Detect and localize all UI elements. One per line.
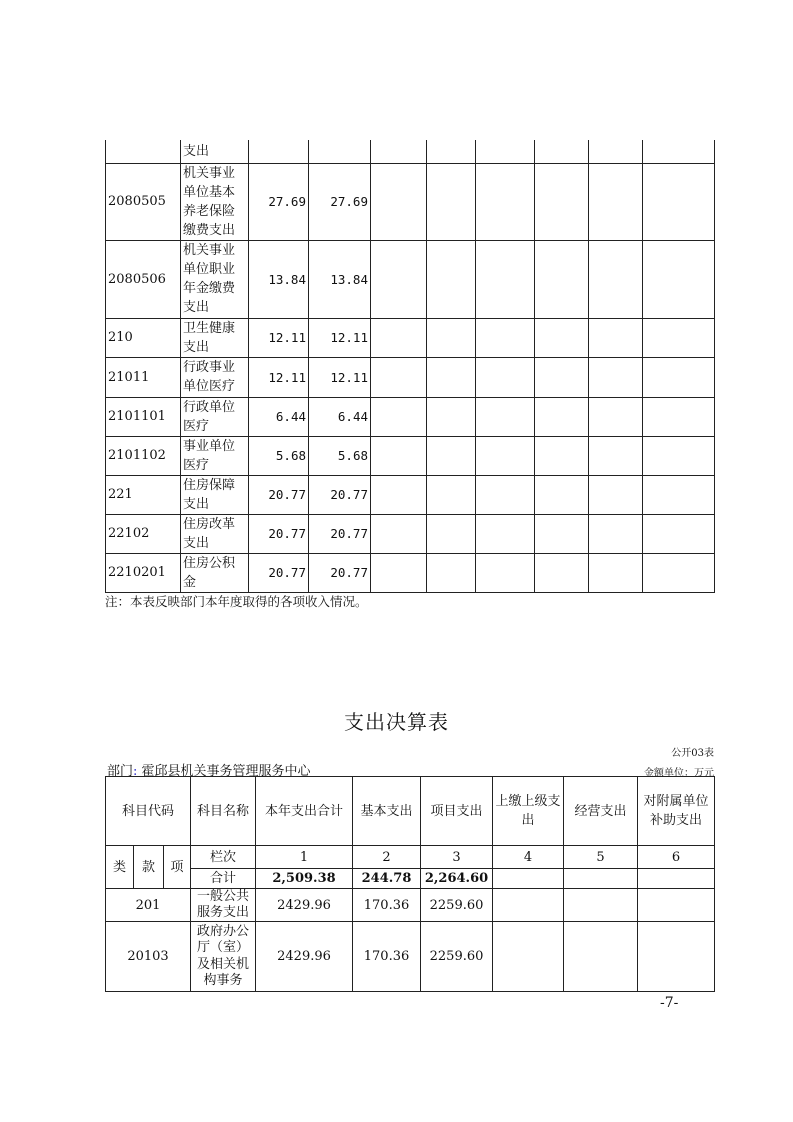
empty-cell: [371, 240, 427, 318]
empty-cell: [643, 240, 715, 318]
empty-cell: [427, 397, 476, 436]
row-code: 210: [106, 318, 181, 357]
empty-cell: [643, 397, 715, 436]
idx-6: 6: [638, 846, 715, 869]
row-total: 20.77: [249, 553, 309, 592]
row-name: 政府办公厅（室）及相关机构事务: [191, 922, 256, 992]
dept-name: 霍邱县机关事务管理服务中心: [141, 764, 311, 779]
dept-label: 部门: [107, 764, 134, 779]
page-title: 支出决算表: [344, 710, 449, 734]
table-row: [106, 163, 715, 240]
header-row: [106, 777, 715, 846]
row-name: 行政事业单位医疗: [181, 357, 249, 397]
header-c3: 项目支出: [421, 777, 493, 846]
idx-5: 5: [564, 846, 638, 869]
header-c5: 经营支出: [564, 777, 638, 846]
row-total: 6.44: [249, 397, 309, 436]
amount-unit: 金额单位：万元: [644, 768, 714, 779]
empty-cell: [535, 397, 589, 436]
empty-cell: [476, 318, 535, 357]
row-name: 住房改革支出: [181, 514, 249, 553]
row-code: 20103: [106, 922, 191, 992]
empty-cell: [427, 514, 476, 553]
empty-cell: [371, 397, 427, 436]
empty-cell: [476, 514, 535, 553]
header-c6: 对附属单位补助支出: [638, 777, 715, 846]
empty-cell: [371, 553, 427, 592]
empty-cell: [476, 475, 535, 514]
row-basic: 20.77: [309, 514, 371, 553]
row-code: 2101102: [106, 436, 181, 475]
income-table-continued: [105, 140, 715, 593]
column-index-row: [106, 846, 715, 869]
empty-cell: [589, 436, 643, 475]
empty-cell: [427, 163, 476, 240]
table-row: [106, 514, 715, 553]
empty-cell: [427, 240, 476, 318]
page-number: -7-: [660, 995, 679, 1011]
table-row: [106, 553, 715, 592]
empty-cell: [371, 318, 427, 357]
dept-colon: :: [133, 764, 138, 779]
row-code: 221: [106, 475, 181, 514]
kuan: 款: [134, 846, 164, 889]
empty-cell: [476, 240, 535, 318]
row-c2: 170.36: [353, 889, 421, 922]
empty-cell: [643, 163, 715, 240]
row-total: 27.69: [249, 163, 309, 240]
empty-cell: [427, 475, 476, 514]
lanci: 栏次: [191, 846, 256, 869]
row-code: 201: [106, 889, 191, 922]
total-c1: 2,509.38: [256, 869, 353, 889]
header-c2: 基本支出: [353, 777, 421, 846]
header-code: 科目代码: [106, 777, 191, 846]
empty-cell: [589, 397, 643, 436]
empty-cell: [643, 318, 715, 357]
table-row: [106, 357, 715, 397]
row-total: 20.77: [249, 514, 309, 553]
row-basic: [309, 140, 371, 163]
table-row: [106, 318, 715, 357]
empty-cell: [589, 163, 643, 240]
empty-cell: [589, 475, 643, 514]
empty-cell: [643, 553, 715, 592]
empty-cell: [535, 240, 589, 318]
total-label: 合计: [191, 869, 256, 889]
row-c1: 2429.96: [256, 889, 353, 922]
empty-cell: [535, 357, 589, 397]
empty-cell: [535, 318, 589, 357]
empty-cell: [535, 436, 589, 475]
table-row: [106, 922, 715, 992]
table-row: [106, 140, 715, 163]
row-total: 12.11: [249, 357, 309, 397]
row-basic: 20.77: [309, 553, 371, 592]
row-total: 20.77: [249, 475, 309, 514]
total-c3: 2,264.60: [421, 869, 493, 889]
empty-cell: [371, 357, 427, 397]
row-basic: 6.44: [309, 397, 371, 436]
row-basic: 12.11: [309, 318, 371, 357]
idx-1: 1: [256, 846, 353, 869]
empty-cell: [371, 475, 427, 514]
empty-cell: [643, 140, 715, 163]
empty-cell: [589, 140, 643, 163]
table-row: [106, 475, 715, 514]
header-c1: 本年支出合计: [256, 777, 353, 846]
row-c3: 2259.60: [421, 889, 493, 922]
row-total: 12.11: [249, 318, 309, 357]
empty-cell: [371, 436, 427, 475]
empty-cell: [427, 357, 476, 397]
row-name: 行政单位医疗: [181, 397, 249, 436]
empty-cell: [476, 397, 535, 436]
total-row: [106, 869, 715, 889]
empty-cell: [589, 553, 643, 592]
empty-cell: [589, 240, 643, 318]
empty-cell: [589, 318, 643, 357]
row-name: 一般公共服务支出: [191, 889, 256, 922]
empty-cell: [643, 357, 715, 397]
empty-cell: [427, 553, 476, 592]
idx-2: 2: [353, 846, 421, 869]
empty-cell: [535, 140, 589, 163]
empty-cell: [535, 514, 589, 553]
row-name: 机关事业单位基本养老保险缴费支出: [181, 163, 249, 240]
row-basic: 20.77: [309, 475, 371, 514]
row-name: 机关事业单位职业年金缴费支出: [181, 240, 249, 318]
empty-cell: [476, 163, 535, 240]
empty-cell: [535, 163, 589, 240]
row-name: 事业单位医疗: [181, 436, 249, 475]
row-basic: 12.11: [309, 357, 371, 397]
row-c1: 2429.96: [256, 922, 353, 992]
table-row: [106, 436, 715, 475]
row-total: 5.68: [249, 436, 309, 475]
empty-cell: [476, 436, 535, 475]
row-basic: 13.84: [309, 240, 371, 318]
empty-cell: [643, 436, 715, 475]
empty-cell: [427, 140, 476, 163]
empty-cell: [427, 318, 476, 357]
row-code: [106, 140, 181, 163]
row-code: 2080506: [106, 240, 181, 318]
header-name: 科目名称: [191, 777, 256, 846]
empty-cell: [427, 436, 476, 475]
row-name: 住房保障支出: [181, 475, 249, 514]
row-code: 2210201: [106, 553, 181, 592]
empty-cell: [643, 475, 715, 514]
row-name: 支出: [181, 140, 249, 163]
form-number: 公开03表: [671, 748, 714, 759]
empty-cell: [589, 357, 643, 397]
empty-cell: [476, 357, 535, 397]
row-basic: 5.68: [309, 436, 371, 475]
table-row: [106, 397, 715, 436]
lei: 类: [106, 846, 134, 889]
empty-cell: [476, 553, 535, 592]
empty-cell: [589, 514, 643, 553]
empty-cell: [371, 163, 427, 240]
row-code: 2080505: [106, 163, 181, 240]
idx-3: 3: [421, 846, 493, 869]
empty-cell: [476, 140, 535, 163]
idx-4: 4: [493, 846, 564, 869]
row-basic: 27.69: [309, 163, 371, 240]
row-total: [249, 140, 309, 163]
row-code: 2101101: [106, 397, 181, 436]
empty-cell: [371, 140, 427, 163]
expense-table: [105, 776, 715, 992]
empty-cell: [535, 475, 589, 514]
row-c2: 170.36: [353, 922, 421, 992]
table-note: 注：本表反映部门本年度取得的各项收入情况。: [105, 594, 368, 609]
table-row: [106, 240, 715, 318]
row-name: 住房公积金: [181, 553, 249, 592]
row-code: 22102: [106, 514, 181, 553]
row-c3: 2259.60: [421, 922, 493, 992]
empty-cell: [535, 553, 589, 592]
total-c2: 244.78: [353, 869, 421, 889]
row-code: 21011: [106, 357, 181, 397]
header-c4: 上缴上级支出: [493, 777, 564, 846]
empty-cell: [371, 514, 427, 553]
row-total: 13.84: [249, 240, 309, 318]
table-row: [106, 889, 715, 922]
xiang: 项: [164, 846, 191, 889]
empty-cell: [643, 514, 715, 553]
row-name: 卫生健康支出: [181, 318, 249, 357]
